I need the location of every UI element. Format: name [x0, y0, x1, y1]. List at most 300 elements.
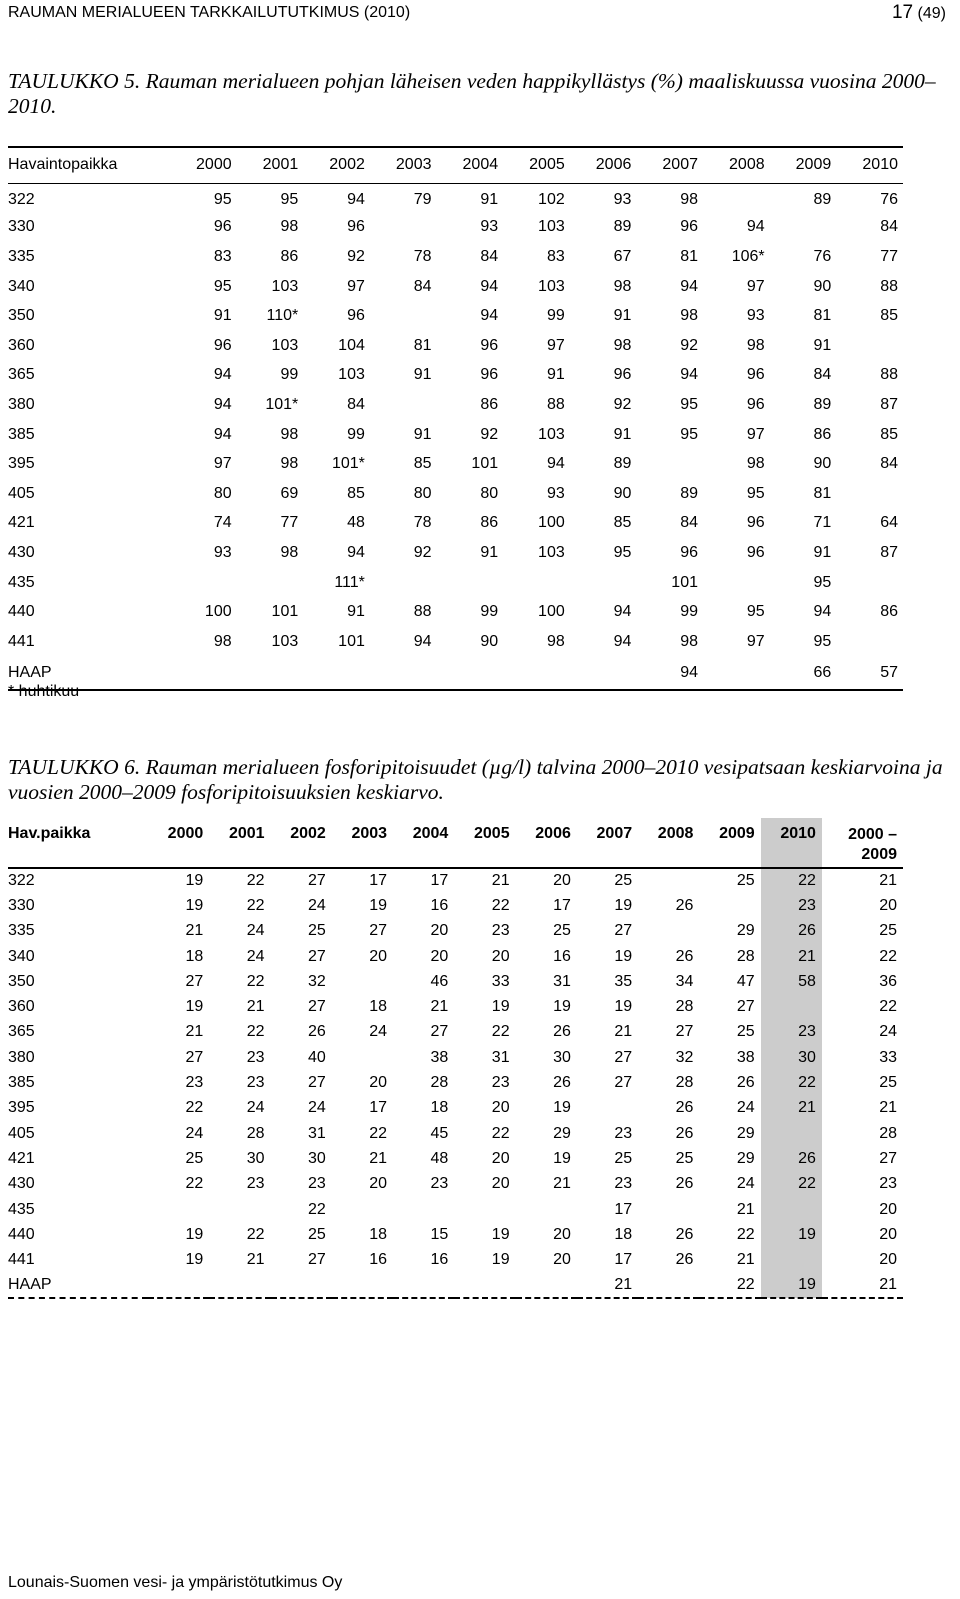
- row-location: 365: [8, 366, 35, 384]
- row-location: 350: [8, 972, 35, 990]
- table-cell: 103: [538, 543, 565, 561]
- table-cell: 22: [246, 1225, 265, 1243]
- table-cell: 27: [308, 947, 326, 965]
- table-cell: 19: [185, 998, 204, 1016]
- report-title: RAUMAN MERIALUEEN TARKKAILUTUTKIMUS (2010): [8, 4, 411, 21]
- table-cell: 89: [813, 395, 832, 413]
- table-cell: 27: [879, 1149, 897, 1167]
- table-cell: 20: [879, 896, 897, 914]
- table-row: [8, 1070, 903, 1095]
- table-cell: [303, 657, 370, 690]
- table-cell: 25: [185, 1149, 204, 1167]
- table-cell: 22: [761, 868, 822, 893]
- row-location: 440: [8, 603, 35, 621]
- table-row: [8, 1172, 903, 1197]
- table-cell: 21: [761, 944, 822, 969]
- column-header-year: 2003: [370, 147, 437, 183]
- table-row: [8, 1222, 903, 1247]
- table-cell: [761, 1197, 822, 1222]
- table-row: [8, 509, 903, 539]
- table-cell: [332, 1197, 393, 1222]
- table-cell: 25: [614, 872, 633, 890]
- table-cell: [703, 183, 770, 213]
- table-cell: 31: [491, 1048, 510, 1066]
- table-cell: 24: [879, 1023, 897, 1041]
- table-cell: 26: [736, 1074, 755, 1092]
- table-cell: 20: [491, 947, 510, 965]
- table-cell: 27: [185, 1048, 204, 1066]
- table-cell: 96: [680, 218, 698, 236]
- oxygen-saturation-table: [8, 146, 903, 691]
- table-cell: 22: [246, 972, 265, 990]
- page-number: [892, 3, 946, 24]
- table-cell: 95: [746, 484, 765, 502]
- table-row: [8, 944, 903, 969]
- table-row: [8, 1247, 903, 1272]
- table-cell: 25: [675, 1149, 694, 1167]
- table-cell: 91: [213, 307, 232, 325]
- table-cell: 101: [671, 573, 698, 591]
- table-cell: 23: [879, 1175, 897, 1193]
- table-cell: 97: [746, 425, 765, 443]
- table-cell: 25: [308, 922, 326, 940]
- table-cell: 101: [338, 632, 365, 650]
- row-location: 360: [8, 998, 35, 1016]
- table-row: [8, 479, 903, 509]
- table-cell: 21: [577, 1273, 638, 1298]
- table-cell: 19: [491, 1251, 510, 1269]
- table-cell: [516, 1273, 577, 1298]
- table-cell: 29: [553, 1124, 571, 1142]
- table-cell: [370, 568, 437, 598]
- table-cell: 23: [761, 1020, 822, 1045]
- table-cell: 27: [736, 998, 755, 1016]
- table-cell: 98: [746, 336, 765, 354]
- table-cell: 81: [813, 484, 832, 502]
- table-cell: 47: [736, 972, 755, 990]
- table-cell: 87: [880, 543, 898, 561]
- table-row: [8, 361, 903, 391]
- table-cell: 96: [746, 395, 765, 413]
- table-cell: [703, 568, 770, 598]
- table-cell: 25: [614, 1149, 633, 1167]
- table-cell: 91: [480, 191, 499, 209]
- table-cell: 20: [430, 922, 449, 940]
- table-cell: 22: [761, 1172, 822, 1197]
- table-cell: 38: [736, 1048, 755, 1066]
- row-location: 395: [8, 455, 35, 473]
- table-cell: 94: [347, 543, 365, 561]
- table-cell: 19: [614, 896, 633, 914]
- table-row: [8, 568, 903, 598]
- table-cell: 111*: [334, 573, 365, 591]
- table-cell: 95: [680, 395, 698, 413]
- table-cell: [148, 1273, 209, 1298]
- table-cell: 93: [746, 307, 765, 325]
- column-header-year: 2001: [237, 147, 304, 183]
- table-cell: 29: [736, 922, 755, 940]
- table-cell: 95: [213, 277, 232, 295]
- table-cell: [148, 1197, 209, 1222]
- table-cell: 103: [271, 277, 299, 295]
- table-cell: 92: [347, 247, 365, 265]
- table-cell: 28: [675, 998, 694, 1016]
- table-cell: 84: [680, 514, 698, 532]
- row-location: HAAP: [8, 663, 52, 681]
- table-cell: 96: [480, 336, 499, 354]
- table-cell: 22: [369, 1124, 388, 1142]
- table-cell: 91: [613, 307, 632, 325]
- page-footer: Lounais-Suomen vesi- ja ympäristötutkimus Oy: [8, 1574, 343, 1591]
- column-header-year: 2005: [503, 147, 570, 183]
- table-cell: 25: [879, 1074, 897, 1092]
- table-cell: [516, 1197, 577, 1222]
- table-cell: 84: [480, 247, 499, 265]
- table-cell: 27: [308, 998, 326, 1016]
- table-cell: [638, 1273, 699, 1298]
- table-row: [8, 657, 903, 690]
- table-cell: 34: [675, 972, 694, 990]
- table-cell: 84: [880, 218, 898, 236]
- table-cell: 29: [736, 1124, 755, 1142]
- table-cell: 20: [430, 947, 449, 965]
- table-row: [8, 213, 903, 243]
- table-cell: 94: [613, 603, 632, 621]
- table-cell: 76: [880, 191, 898, 209]
- table-cell: 16: [553, 947, 571, 965]
- table-cell: 92: [680, 336, 698, 354]
- table-cell: 19: [614, 947, 633, 965]
- table-cell: 16: [369, 1251, 388, 1269]
- table-cell: 26: [761, 1146, 822, 1171]
- column-header-average: [822, 818, 903, 868]
- table-cell: 32: [675, 1048, 694, 1066]
- table-cell: 30: [553, 1048, 571, 1066]
- table-cell: 20: [553, 1251, 571, 1269]
- table-cell: 24: [308, 1099, 326, 1117]
- table-cell: 92: [613, 395, 632, 413]
- table-cell: 25: [879, 922, 897, 940]
- table-cell: 98: [613, 336, 632, 354]
- table-cell: 27: [614, 922, 633, 940]
- row-location: 340: [8, 947, 35, 965]
- table-cell: 94: [480, 307, 499, 325]
- table-cell: 106*: [731, 247, 765, 265]
- table-cell: 91: [413, 366, 432, 384]
- row-location: 421: [8, 1149, 35, 1167]
- table-cell: 101*: [331, 455, 365, 473]
- row-location: HAAP: [8, 1273, 148, 1298]
- table-cell: 25: [736, 1023, 755, 1041]
- table-cell: 33: [879, 1048, 897, 1066]
- table-cell: 96: [347, 307, 365, 325]
- column-header-year: 2006: [570, 147, 637, 183]
- table-cell: 21: [553, 1175, 571, 1193]
- table-cell: 83: [546, 247, 565, 265]
- table-cell: 91: [413, 425, 432, 443]
- table-cell: 93: [213, 543, 232, 561]
- table-cell: [570, 568, 637, 598]
- table-cell: 21: [185, 1023, 204, 1041]
- table-cell: 23: [246, 1074, 265, 1092]
- row-location: 350: [8, 307, 35, 325]
- table-cell: 101: [271, 603, 299, 621]
- table-cell: 19: [185, 1225, 204, 1243]
- table-cell: 98: [613, 277, 632, 295]
- table-cell: [703, 657, 770, 690]
- table-cell: 92: [413, 543, 432, 561]
- table-cell: [237, 657, 304, 690]
- row-location: 440: [8, 1225, 35, 1243]
- column-header-year: 2007: [577, 818, 638, 868]
- table-cell: 94: [613, 632, 632, 650]
- table-cell: 26: [675, 896, 694, 914]
- table-cell: 94: [213, 395, 232, 413]
- table-cell: [454, 1273, 515, 1298]
- table-cell: 23: [308, 1175, 326, 1193]
- table-cell: 21: [491, 872, 510, 890]
- column-header-year: 2007: [636, 147, 703, 183]
- table-cell: 97: [546, 336, 565, 354]
- table-cell: [237, 568, 304, 598]
- table-cell: 94: [213, 425, 232, 443]
- column-header-year: 2000: [170, 147, 237, 183]
- table-cell: 71: [813, 514, 832, 532]
- row-location: 335: [8, 247, 35, 265]
- table-cell: 99: [347, 425, 365, 443]
- row-location: 330: [8, 896, 35, 914]
- table-cell: 88: [880, 277, 898, 295]
- table-cell: 81: [680, 247, 698, 265]
- row-location: 441: [8, 1251, 35, 1269]
- table-cell: 28: [675, 1074, 694, 1092]
- table-cell: 26: [675, 1175, 694, 1193]
- column-header-year: 2006: [516, 818, 577, 868]
- table-cell: 17: [614, 1200, 633, 1218]
- table-cell: 19: [185, 872, 204, 890]
- table5-header-row: [8, 147, 903, 183]
- table-cell: 99: [546, 307, 565, 325]
- table-cell: 22: [491, 1023, 510, 1041]
- table-row: [8, 331, 903, 361]
- table-cell: [503, 568, 570, 598]
- table-cell: 96: [746, 514, 765, 532]
- table-cell: 27: [675, 1023, 694, 1041]
- table-cell: 25: [736, 872, 755, 890]
- table-cell: 23: [430, 1175, 449, 1193]
- table-cell: 69: [280, 484, 299, 502]
- table-cell: 19: [553, 1099, 571, 1117]
- table-cell: 22: [879, 998, 897, 1016]
- table-cell: [836, 627, 903, 657]
- column-header-year: 2010: [836, 147, 903, 183]
- table-cell: 24: [736, 1175, 755, 1193]
- column-header-year: 2005: [454, 818, 515, 868]
- table-row: [8, 1146, 903, 1171]
- table-cell: 91: [480, 543, 499, 561]
- table-cell: 21: [246, 1251, 265, 1269]
- table-cell: 57: [880, 663, 898, 681]
- table-cell: 94: [813, 603, 832, 621]
- table-cell: 17: [614, 1251, 633, 1269]
- table-cell: 90: [480, 632, 499, 650]
- table-cell: 23: [246, 1048, 265, 1066]
- table-cell: 100: [204, 603, 232, 621]
- table-cell: 32: [308, 972, 326, 990]
- table-cell: 95: [746, 603, 765, 621]
- table-cell: 31: [308, 1124, 326, 1142]
- table-cell: 48: [347, 514, 365, 532]
- table-cell: 91: [813, 336, 832, 354]
- table-cell: 22: [185, 1175, 204, 1193]
- table-cell: 22: [761, 1070, 822, 1095]
- table-cell: 85: [413, 455, 432, 473]
- table-cell: 22: [491, 896, 510, 914]
- table6-caption: TAULUKKO 6. Rauman merialueen fosforipitoisuudet (µg/l) talvina 2000–2010 vesipatsaan keskiarvoina ja vuosien 2000–2009 fosforipitoisuuksien keskiarvo.: [8, 755, 943, 804]
- table-cell: 94: [546, 455, 565, 473]
- table-cell: 33: [491, 972, 510, 990]
- table-cell: 17: [369, 872, 388, 890]
- table-cell: 83: [213, 247, 232, 265]
- table-row: [8, 627, 903, 657]
- column-header-year: 2004: [393, 818, 454, 868]
- average-header-line2: 2009: [861, 846, 897, 863]
- table-cell: [636, 449, 703, 479]
- table-cell: 23: [246, 1175, 265, 1193]
- table-cell: 81: [413, 336, 432, 354]
- row-location: 395: [8, 1099, 35, 1117]
- table-cell: 16: [430, 896, 449, 914]
- table-cell: 94: [213, 366, 232, 384]
- table-cell: 64: [880, 514, 898, 532]
- table-cell: [577, 1096, 638, 1121]
- table-cell: [209, 1197, 270, 1222]
- table-cell: 19: [491, 1225, 510, 1243]
- table-cell: 21: [246, 998, 265, 1016]
- table-cell: 98: [280, 543, 299, 561]
- table-cell: [332, 1273, 393, 1298]
- row-location: 322: [8, 191, 35, 209]
- table-cell: 27: [308, 872, 326, 890]
- table-cell: 86: [280, 247, 299, 265]
- table-cell: 23: [491, 922, 510, 940]
- table-cell: 30: [761, 1045, 822, 1070]
- table-cell: 94: [680, 277, 698, 295]
- table-cell: 91: [347, 603, 365, 621]
- table-cell: 18: [614, 1225, 633, 1243]
- row-location: 322: [8, 872, 35, 890]
- row-location: 441: [8, 632, 35, 650]
- table-cell: 103: [538, 218, 565, 236]
- table-cell: 21: [369, 1149, 388, 1167]
- table-cell: 93: [546, 484, 565, 502]
- table-cell: 22: [879, 947, 897, 965]
- table-cell: [209, 1273, 270, 1298]
- table-cell: 86: [880, 603, 898, 621]
- table-cell: 98: [280, 425, 299, 443]
- table-cell: 103: [271, 336, 299, 354]
- table-cell: 84: [347, 395, 365, 413]
- table-cell: 26: [761, 919, 822, 944]
- table-row: [8, 390, 903, 420]
- table-cell: 26: [308, 1023, 326, 1041]
- column-header-year: 2000: [148, 818, 209, 868]
- table-cell: 89: [813, 191, 832, 209]
- column-header-year: 2008: [703, 147, 770, 183]
- row-location: 430: [8, 1175, 35, 1193]
- table5-caption: TAULUKKO 5. Rauman merialueen pohjan läheisen veden happikyllästys (%) maaliskuussa vuosina 2000–2010.: [8, 69, 936, 118]
- table-cell: 24: [185, 1124, 204, 1142]
- table-cell: 24: [308, 896, 326, 914]
- table-cell: [370, 390, 437, 420]
- row-location: 365: [8, 1023, 35, 1041]
- table-cell: 90: [813, 455, 832, 473]
- table-cell: 86: [813, 425, 832, 443]
- column-header-year: 2010: [761, 818, 822, 868]
- page-number-total: (49): [917, 5, 946, 22]
- table-cell: [570, 657, 637, 690]
- table-cell: 88: [546, 395, 565, 413]
- table-cell: 19: [553, 1149, 571, 1167]
- table-cell: 96: [213, 218, 232, 236]
- table-cell: 94: [680, 366, 698, 384]
- table-cell: 19: [491, 998, 510, 1016]
- table-cell: [503, 657, 570, 690]
- table-cell: 98: [746, 455, 765, 473]
- table-cell: 103: [271, 632, 299, 650]
- table-cell: 95: [813, 632, 832, 650]
- table-row: [8, 420, 903, 450]
- table-cell: 26: [553, 1023, 571, 1041]
- table-cell: [271, 1273, 332, 1298]
- table-cell: 92: [480, 425, 499, 443]
- table-cell: 17: [369, 1099, 388, 1117]
- table-cell: 18: [430, 1099, 449, 1117]
- table-row: [8, 969, 903, 994]
- table-cell: 23: [185, 1074, 204, 1092]
- table-cell: 80: [213, 484, 232, 502]
- table-row: [8, 242, 903, 272]
- table-cell: [370, 213, 437, 243]
- table-cell: [761, 994, 822, 1019]
- table-cell: 87: [880, 395, 898, 413]
- table-row: [8, 1121, 903, 1146]
- table-cell: [699, 893, 760, 918]
- row-location: 360: [8, 336, 35, 354]
- table-cell: 100: [538, 514, 565, 532]
- table-cell: 24: [246, 1099, 265, 1117]
- table-cell: 20: [553, 1225, 571, 1243]
- table-cell: 98: [280, 455, 299, 473]
- row-location: 405: [8, 484, 35, 502]
- table-cell: 28: [879, 1124, 897, 1142]
- table-cell: 81: [813, 307, 832, 325]
- table-cell: 19: [614, 998, 633, 1016]
- column-header-year: 2004: [437, 147, 504, 183]
- table-cell: 24: [246, 947, 265, 965]
- table-row: [8, 272, 903, 302]
- table-cell: [170, 568, 237, 598]
- table-cell: 93: [480, 218, 499, 236]
- table-cell: 78: [413, 247, 432, 265]
- table-cell: 22: [699, 1273, 760, 1298]
- table-row: [8, 1045, 903, 1070]
- table-cell: [170, 657, 237, 690]
- table-cell: 35: [614, 972, 633, 990]
- table-row: [8, 893, 903, 918]
- table-cell: 30: [246, 1149, 265, 1167]
- table-cell: 20: [553, 872, 571, 890]
